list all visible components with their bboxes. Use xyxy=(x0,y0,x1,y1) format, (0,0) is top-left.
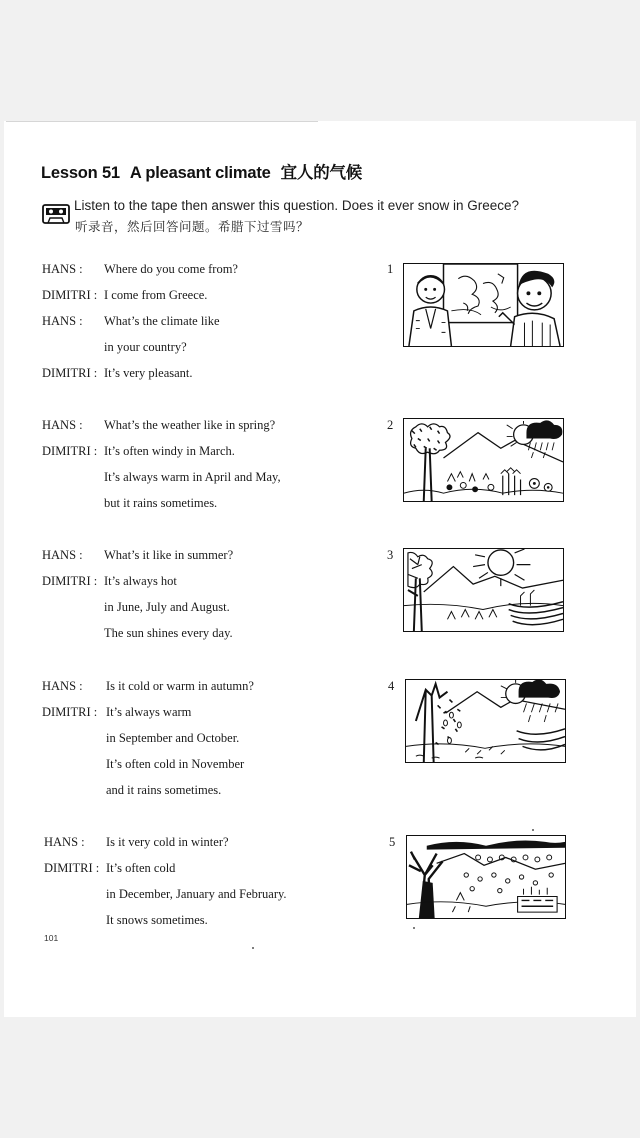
speaker-label: HANS : xyxy=(42,262,83,276)
dialogue-line: It’s often cold in November xyxy=(106,757,245,771)
dialogue-line: Is it cold or warm in autumn? xyxy=(106,679,254,693)
dialogue-line: in June, July and August. xyxy=(104,600,230,614)
speaker-label: DIMITRI : xyxy=(44,861,100,875)
picture-number: 4 xyxy=(388,679,395,693)
dialogue-line: The sun shines every day. xyxy=(104,626,233,640)
dialogue-line: Where do you come from? xyxy=(104,262,238,276)
speaker-label: DIMITRI : xyxy=(42,288,98,302)
lesson-title-zh: 宜人的气候 xyxy=(280,164,363,182)
dialogue-line: and it rains sometimes. xyxy=(106,783,222,797)
dialogue-line: What’s the weather like in spring? xyxy=(104,418,276,432)
dialogue-line: What’s the climate like xyxy=(104,314,220,328)
speaker-label: DIMITRI : xyxy=(42,444,98,458)
illustration-spring xyxy=(403,418,564,502)
lesson-number: Lesson 51 xyxy=(41,164,120,182)
dialogue-line: What’s it like in summer? xyxy=(104,548,234,562)
textbook-page xyxy=(4,121,636,1017)
print-speck xyxy=(413,927,415,929)
dialogue-line: It’s often cold xyxy=(106,861,176,875)
page-number: 101 xyxy=(44,933,59,943)
dialogue-line: but it rains sometimes. xyxy=(104,496,218,510)
dialogue-line: It’s always hot xyxy=(104,574,177,588)
picture-number: 2 xyxy=(387,418,394,432)
dialogue-line: It snows sometimes. xyxy=(106,913,208,927)
illustration-winter xyxy=(406,835,566,919)
instruction-en: Listen to the tape then answer this question. Does it ever snow in Greece? xyxy=(74,198,520,213)
picture-number: 1 xyxy=(387,262,394,276)
speaker-label: HANS : xyxy=(42,548,83,562)
lesson-title-en: A pleasant climate xyxy=(129,164,271,182)
instruction-zh: 听录音，然后回答问题。希腊下过雪吗？ xyxy=(75,219,310,234)
lesson-title xyxy=(41,159,362,183)
speaker-label: HANS : xyxy=(42,418,83,432)
dialogue-line: in December, January and February. xyxy=(106,887,287,901)
speaker-label: DIMITRI : xyxy=(42,705,98,719)
dialogue-line: in your country? xyxy=(104,340,187,354)
cassette-tape-icon xyxy=(42,204,70,224)
speaker-label: DIMITRI : xyxy=(42,574,98,588)
print-speck xyxy=(252,947,254,949)
dialogue-line: in September and October. xyxy=(106,731,240,745)
print-speck xyxy=(532,829,534,831)
dialogue-line: It’s always warm in April and May, xyxy=(104,470,281,484)
picture-number: 3 xyxy=(387,548,394,562)
speaker-label: HANS : xyxy=(44,835,85,849)
speaker-label: HANS : xyxy=(42,314,83,328)
dialogue-line: It’s always warm xyxy=(106,705,192,719)
dialogue-line: I come from Greece. xyxy=(104,288,208,302)
dialogue-line: It’s very pleasant. xyxy=(104,366,193,380)
speaker-label: HANS : xyxy=(42,679,83,693)
picture-number: 5 xyxy=(389,835,396,849)
dialogue-line: It’s often windy in March. xyxy=(104,444,235,458)
dialogue-line: Is it very cold in winter? xyxy=(106,835,229,849)
illustration-summer xyxy=(403,548,564,632)
illustration-autumn xyxy=(405,679,566,763)
speaker-label: DIMITRI : xyxy=(42,366,98,380)
illustration-two-men-map xyxy=(403,263,564,347)
page-top-rule xyxy=(6,121,318,122)
